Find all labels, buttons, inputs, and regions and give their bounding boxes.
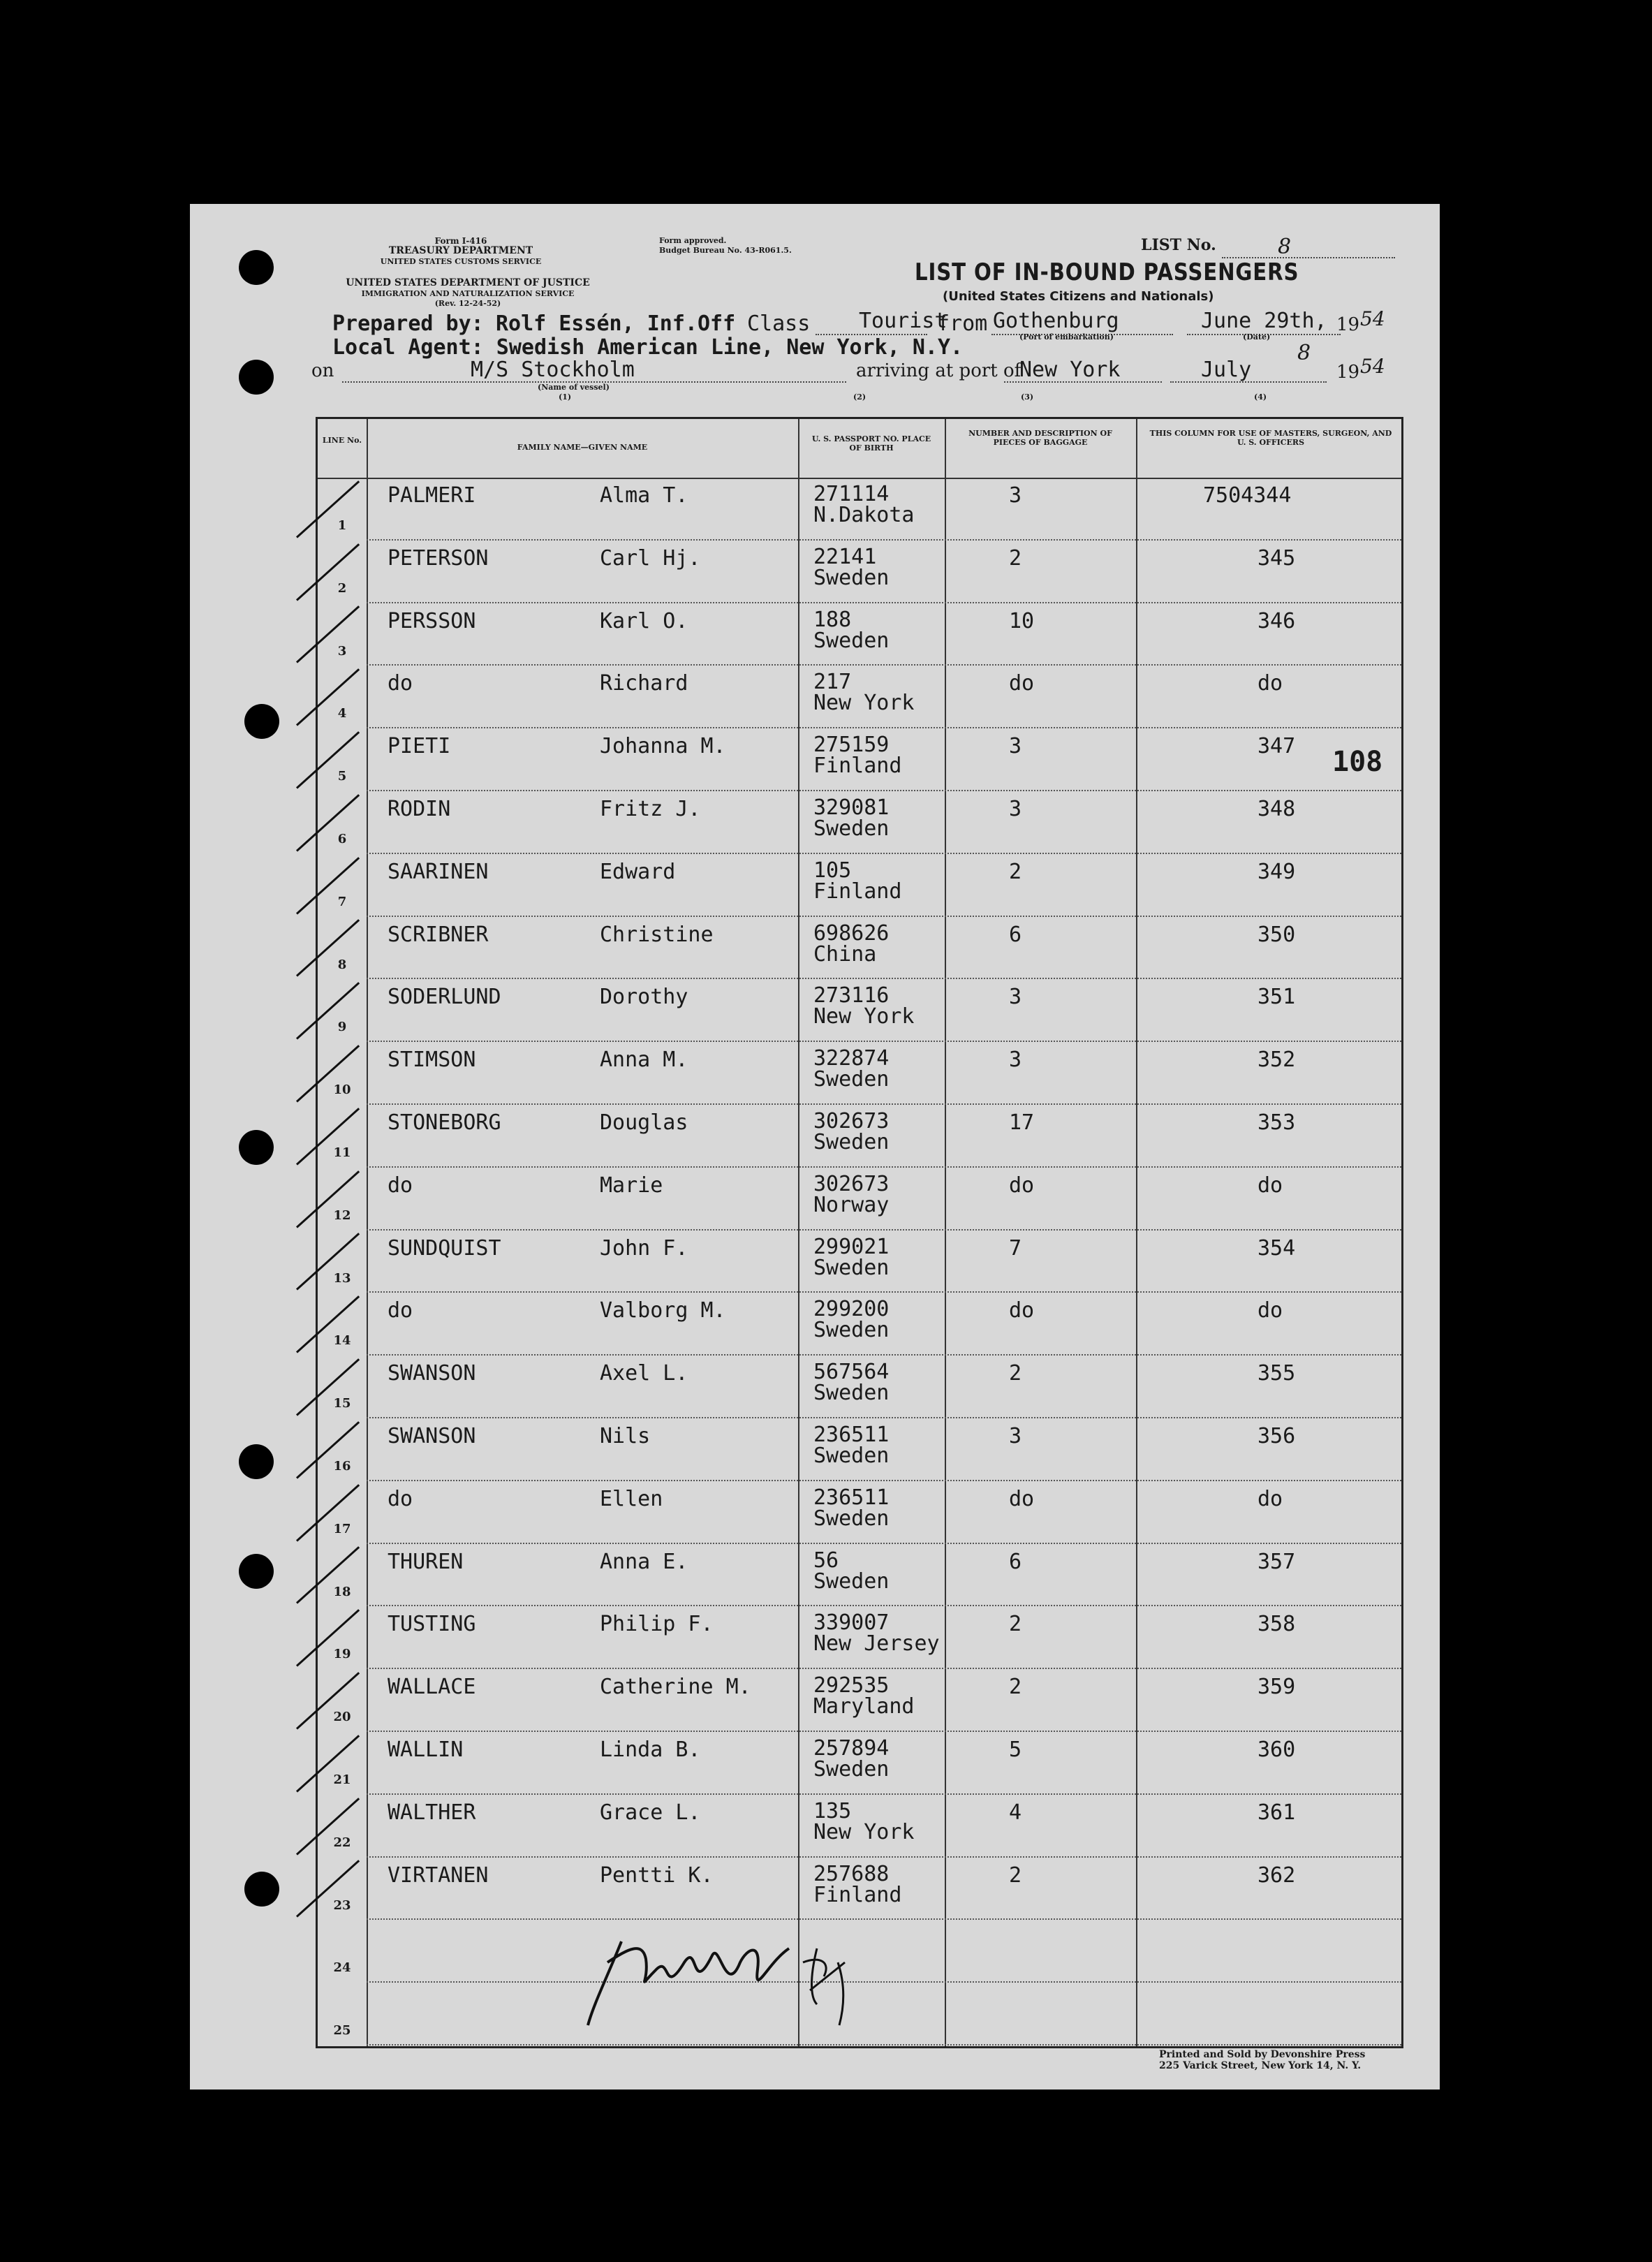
baggage-count: 5 bbox=[1009, 1738, 1022, 1762]
family-name: WALTHER bbox=[388, 1800, 476, 1825]
officer-number: 7504344 bbox=[1203, 483, 1292, 508]
local-agent: Local Agent: Swedish American Line, New York, N.Y. bbox=[332, 335, 964, 360]
baggage-count: 2 bbox=[1009, 1361, 1022, 1386]
baggage-count: 3 bbox=[1009, 985, 1022, 1010]
place-of-birth: Sweden bbox=[813, 565, 890, 590]
passport-number: 22141 bbox=[813, 544, 877, 569]
table-row bbox=[318, 1669, 1401, 1732]
line-number: 19 bbox=[333, 1647, 351, 1662]
col-caption-2: (2) bbox=[853, 392, 866, 402]
officer-number: 354 bbox=[1258, 1235, 1296, 1261]
given-name: Grace L. bbox=[600, 1800, 701, 1825]
given-name: Anna E. bbox=[600, 1549, 688, 1574]
baggage-count: 2 bbox=[1009, 1612, 1022, 1637]
officer-number: 349 bbox=[1258, 859, 1296, 884]
place-of-birth: Finland bbox=[813, 1882, 902, 1907]
place-of-birth: N.Dakota bbox=[813, 503, 915, 527]
table-row bbox=[318, 854, 1401, 917]
justice-dept: UNITED STATES DEPARTMENT OF JUSTICE bbox=[346, 277, 590, 288]
place-of-birth: Sweden bbox=[813, 628, 890, 653]
officer-number: 358 bbox=[1258, 1612, 1296, 1637]
line-number: 17 bbox=[333, 1521, 351, 1536]
place-of-birth: Finland bbox=[813, 879, 902, 904]
given-name: Fritz J. bbox=[600, 797, 701, 821]
passport-number: 135 bbox=[813, 1798, 852, 1823]
given-name: Anna M. bbox=[600, 1048, 688, 1073]
line-number: 22 bbox=[333, 1835, 351, 1850]
col-caption-3: (3) bbox=[1021, 392, 1034, 402]
line-number: 18 bbox=[333, 1584, 351, 1599]
line-number: 5 bbox=[337, 769, 347, 784]
officer-number: 356 bbox=[1258, 1424, 1296, 1448]
place-of-birth: Sweden bbox=[813, 1381, 890, 1406]
family-name: do bbox=[388, 1486, 413, 1511]
officer-number: 361 bbox=[1258, 1800, 1296, 1825]
passport-number: 105 bbox=[813, 858, 852, 883]
place-of-birth: Sweden bbox=[813, 1506, 890, 1531]
place-of-birth: New York bbox=[813, 1004, 915, 1029]
line-number: 15 bbox=[333, 1396, 351, 1411]
given-name: Johanna M. bbox=[600, 734, 726, 759]
header-baggage: NUMBER AND DESCRIPTION OF PIECES OF BAGGAGE bbox=[968, 429, 1112, 447]
baggage-count: 3 bbox=[1009, 483, 1022, 508]
given-name: Christine bbox=[600, 922, 714, 947]
punch-hole bbox=[239, 1130, 274, 1165]
table-row bbox=[318, 791, 1401, 854]
place-of-birth: China bbox=[813, 941, 877, 967]
arrival-day: 8 bbox=[1297, 341, 1311, 365]
arrival-port: New York bbox=[1019, 358, 1121, 382]
given-name: Axel L. bbox=[600, 1361, 688, 1386]
line-number: 7 bbox=[337, 894, 347, 909]
passport-number: 302673 bbox=[813, 1109, 890, 1133]
family-name: SODERLUND bbox=[388, 985, 501, 1010]
budget-bureau: Budget Bureau No. 43-R061.5. bbox=[659, 246, 792, 255]
line-number: 14 bbox=[333, 1333, 351, 1349]
table-row bbox=[318, 728, 1401, 791]
header-name: FAMILY NAME—GIVEN NAME bbox=[517, 443, 648, 452]
table-row bbox=[318, 1105, 1401, 1168]
punch-hole bbox=[239, 250, 274, 285]
list-no-value: 8 bbox=[1278, 235, 1292, 259]
officer-number: 359 bbox=[1258, 1675, 1296, 1700]
given-name: Karl O. bbox=[600, 608, 688, 633]
place-of-birth: Maryland bbox=[813, 1694, 915, 1719]
table-row bbox=[318, 1606, 1401, 1669]
passport-number: 273116 bbox=[813, 983, 890, 1008]
passport-number: 302673 bbox=[813, 1171, 890, 1196]
on-label: on bbox=[311, 360, 334, 381]
place-of-birth: Sweden bbox=[813, 1318, 890, 1343]
arriving-label: arriving at port of bbox=[856, 360, 1022, 381]
table-row bbox=[318, 1481, 1401, 1544]
baggage-count: 2 bbox=[1009, 1675, 1022, 1700]
baggage-count: do bbox=[1009, 1298, 1035, 1323]
baggage-count: do bbox=[1009, 1486, 1035, 1511]
family-name: PERSSON bbox=[388, 608, 476, 633]
family-name: do bbox=[388, 1298, 413, 1323]
place-of-birth: Finland bbox=[813, 754, 902, 779]
passport-number: 322874 bbox=[813, 1046, 890, 1071]
given-name: Pentti K. bbox=[600, 1863, 714, 1888]
place-of-birth: Sweden bbox=[813, 1444, 890, 1468]
line-number: 16 bbox=[333, 1459, 351, 1474]
officer-number: do bbox=[1258, 1486, 1283, 1511]
passport-number: 299200 bbox=[813, 1297, 890, 1322]
table-row bbox=[318, 1231, 1401, 1293]
printer-line-1: Printed and Sold by Devonshire Press bbox=[1159, 2049, 1366, 2060]
line-number: 20 bbox=[333, 1710, 351, 1725]
family-name: PALMERI bbox=[388, 483, 476, 508]
family-name: STIMSON bbox=[388, 1048, 476, 1073]
place-of-birth: Norway bbox=[813, 1192, 890, 1217]
family-name: WALLACE bbox=[388, 1675, 476, 1700]
officer-number: 362 bbox=[1258, 1863, 1296, 1888]
table-row bbox=[318, 603, 1401, 666]
passport-number: 271114 bbox=[813, 482, 890, 506]
officer-number: 348 bbox=[1258, 797, 1296, 821]
table-row bbox=[318, 1418, 1401, 1481]
officer-number: 352 bbox=[1258, 1048, 1296, 1073]
vessel-caption: (Name of vessel) bbox=[538, 383, 610, 392]
family-name: SWANSON bbox=[388, 1424, 476, 1448]
place-of-birth: New Jersey bbox=[813, 1631, 940, 1657]
document-title: LIST OF IN-BOUND PASSENGERS bbox=[915, 258, 1299, 286]
officer-number: 350 bbox=[1258, 922, 1296, 947]
punch-hole bbox=[239, 1554, 274, 1589]
printer-line-2: 225 Varick Street, New York 14, N. Y. bbox=[1159, 2060, 1362, 2071]
year-1: 54 bbox=[1360, 307, 1385, 330]
family-name: TUSTING bbox=[388, 1612, 476, 1637]
family-name: STONEBORG bbox=[388, 1110, 501, 1135]
given-name: Nils bbox=[600, 1424, 651, 1448]
baggage-count: 2 bbox=[1009, 1863, 1022, 1888]
table-row bbox=[318, 1042, 1401, 1105]
family-name: THUREN bbox=[388, 1549, 464, 1574]
line-number: 4 bbox=[337, 706, 347, 721]
punch-hole bbox=[239, 360, 274, 395]
passport-number: 236511 bbox=[813, 1485, 890, 1510]
family-name: VIRTANEN bbox=[388, 1863, 489, 1888]
place-of-birth: Sweden bbox=[813, 1757, 890, 1782]
port-embark-caption: (Port of embarkation) bbox=[1019, 332, 1114, 341]
col-caption-1: (1) bbox=[559, 392, 572, 402]
header-line-no: LINE No. bbox=[322, 436, 362, 445]
given-name: Richard bbox=[600, 671, 688, 696]
line-number: 3 bbox=[337, 643, 347, 659]
officer-number: do bbox=[1258, 671, 1283, 696]
arrival-date: July bbox=[1201, 358, 1252, 382]
family-name: SCRIBNER bbox=[388, 922, 489, 947]
passenger-table bbox=[316, 417, 1403, 2048]
family-name: SAARINEN bbox=[388, 859, 489, 884]
family-name: PIETI bbox=[388, 734, 451, 759]
line-number: 2 bbox=[337, 580, 347, 596]
given-name: Douglas bbox=[600, 1110, 688, 1135]
place-of-birth: Sweden bbox=[813, 816, 890, 841]
family-name: SUNDQUIST bbox=[388, 1235, 501, 1261]
treasury-dept: TREASURY DEPARTMENT bbox=[388, 245, 533, 256]
given-name: Philip F. bbox=[600, 1612, 714, 1637]
passport-number: 567564 bbox=[813, 1360, 890, 1385]
ins-service: IMMIGRATION AND NATURALIZATION SERVICE bbox=[361, 289, 575, 298]
officer-number: 357 bbox=[1258, 1549, 1296, 1574]
document-subtitle: (United States Citizens and Nationals) bbox=[943, 289, 1214, 304]
baggage-count: 2 bbox=[1009, 545, 1022, 571]
officer-number: 360 bbox=[1258, 1738, 1296, 1762]
baggage-count: 17 bbox=[1009, 1110, 1035, 1135]
page-count: 108 bbox=[1332, 746, 1383, 778]
class-value: Tourist bbox=[859, 309, 947, 333]
place-of-birth: Sweden bbox=[813, 1569, 890, 1594]
line-number: 23 bbox=[333, 1897, 351, 1913]
given-name: John F. bbox=[600, 1235, 688, 1261]
table-row bbox=[318, 478, 1401, 541]
class-label: Class bbox=[747, 311, 811, 336]
baggage-count: do bbox=[1009, 1173, 1035, 1198]
baggage-count: 6 bbox=[1009, 922, 1022, 947]
place-of-birth: Sweden bbox=[813, 1067, 890, 1092]
prepared-label: Prepared by: bbox=[332, 311, 484, 336]
baggage-count: 7 bbox=[1009, 1235, 1022, 1261]
given-name: Alma T. bbox=[600, 483, 688, 508]
officer-number: 346 bbox=[1258, 608, 1296, 633]
line-number: 21 bbox=[333, 1772, 351, 1787]
baggage-count: 10 bbox=[1009, 608, 1035, 633]
year-prefix-1: 19 bbox=[1336, 314, 1360, 335]
table-row bbox=[318, 666, 1401, 728]
passport-number: 257894 bbox=[813, 1736, 890, 1761]
family-name: RODIN bbox=[388, 797, 451, 821]
baggage-count: 2 bbox=[1009, 859, 1022, 884]
officer-signature bbox=[580, 1921, 873, 2032]
officer-number: 353 bbox=[1258, 1110, 1296, 1135]
line-number: 9 bbox=[337, 1020, 347, 1035]
date-value: June 29th, bbox=[1201, 309, 1327, 333]
table-row bbox=[318, 1732, 1401, 1795]
given-name: Ellen bbox=[600, 1486, 663, 1511]
place-of-birth: Sweden bbox=[813, 1130, 890, 1154]
given-name: Carl Hj. bbox=[600, 545, 701, 571]
passport-number: 339007 bbox=[813, 1610, 890, 1636]
baggage-count: do bbox=[1009, 671, 1035, 696]
line-number: 10 bbox=[333, 1082, 351, 1098]
form-approved: Form approved. bbox=[659, 236, 727, 245]
line-number: 24 bbox=[333, 1960, 351, 1976]
line-number: 25 bbox=[333, 2023, 351, 2039]
table-row bbox=[318, 917, 1401, 980]
passport-number: 329081 bbox=[813, 795, 890, 820]
table-row bbox=[318, 1544, 1401, 1607]
vessel-name: M/S Stockholm bbox=[471, 358, 635, 382]
baggage-count: 3 bbox=[1009, 1424, 1022, 1448]
table-row bbox=[318, 1356, 1401, 1418]
baggage-count: 3 bbox=[1009, 734, 1022, 759]
passport-number: 292535 bbox=[813, 1673, 890, 1698]
date-caption: (Date) bbox=[1243, 332, 1271, 341]
table-row bbox=[318, 541, 1401, 603]
header-officers: THIS COLUMN FOR USE OF MASTERS, SURGEON, AND U. S. OFFICERS bbox=[1149, 429, 1392, 447]
list-no-label: LIST No. bbox=[1141, 236, 1216, 254]
baggage-count: 3 bbox=[1009, 797, 1022, 821]
prepared-value: Rolf Essén, Inf.Off bbox=[496, 311, 736, 336]
from-label: from bbox=[937, 311, 988, 336]
place-of-birth: New York bbox=[813, 691, 915, 716]
year-2: 54 bbox=[1360, 355, 1385, 378]
passport-number: 188 bbox=[813, 607, 852, 632]
customs-service: UNITED STATES CUSTOMS SERVICE bbox=[380, 257, 542, 266]
passport-number: 698626 bbox=[813, 920, 890, 946]
baggage-count: 4 bbox=[1009, 1800, 1022, 1825]
baggage-count: 6 bbox=[1009, 1549, 1022, 1574]
place-of-birth: New York bbox=[813, 1819, 915, 1844]
table-row bbox=[318, 979, 1401, 1042]
given-name: Dorothy bbox=[600, 985, 688, 1010]
given-name: Catherine M. bbox=[600, 1675, 751, 1700]
line-number: 8 bbox=[337, 957, 347, 972]
header-passport: U. S. PASSPORT NO. PLACE OF BIRTH bbox=[811, 434, 931, 453]
table-row bbox=[318, 1858, 1401, 1921]
place-of-birth: Sweden bbox=[813, 1255, 890, 1280]
passport-number: 56 bbox=[813, 1548, 839, 1573]
line-number: 1 bbox=[337, 518, 347, 533]
form-number: Form I-416 bbox=[434, 236, 487, 246]
table-row bbox=[318, 1168, 1401, 1231]
passport-number: 236511 bbox=[813, 1423, 890, 1447]
line-number: 11 bbox=[333, 1145, 351, 1160]
family-name: SWANSON bbox=[388, 1361, 476, 1386]
line-number: 13 bbox=[333, 1270, 351, 1286]
officer-number: 345 bbox=[1258, 545, 1296, 571]
family-name: do bbox=[388, 1173, 413, 1198]
officer-number: 351 bbox=[1258, 985, 1296, 1010]
family-name: WALLIN bbox=[388, 1738, 464, 1762]
punch-hole bbox=[244, 1872, 279, 1907]
col-caption-4: (4) bbox=[1254, 392, 1267, 402]
family-name: do bbox=[388, 671, 413, 696]
passport-number: 299021 bbox=[813, 1234, 890, 1259]
given-name: Linda B. bbox=[600, 1738, 701, 1762]
baggage-count: 3 bbox=[1009, 1048, 1022, 1073]
given-name: Valborg M. bbox=[600, 1298, 726, 1323]
given-name: Marie bbox=[600, 1173, 663, 1198]
given-name: Edward bbox=[600, 859, 676, 884]
passport-number: 275159 bbox=[813, 733, 890, 758]
punch-hole bbox=[244, 704, 279, 739]
line-number: 6 bbox=[337, 832, 347, 846]
officer-number: do bbox=[1258, 1298, 1283, 1323]
punch-hole bbox=[239, 1444, 274, 1479]
table-row bbox=[318, 1795, 1401, 1858]
family-name: PETERSON bbox=[388, 545, 489, 571]
line-number: 12 bbox=[333, 1207, 351, 1223]
year-prefix-2: 19 bbox=[1336, 362, 1360, 383]
passport-number: 217 bbox=[813, 670, 852, 695]
passport-number: 257688 bbox=[813, 1861, 890, 1886]
officer-number: do bbox=[1258, 1173, 1283, 1198]
from-value: Gothenburg bbox=[993, 309, 1119, 333]
revision-date: (Rev. 12-24-52) bbox=[434, 299, 501, 308]
officer-number: 347 bbox=[1258, 734, 1296, 759]
table-row bbox=[318, 1293, 1401, 1356]
officer-number: 355 bbox=[1258, 1361, 1296, 1386]
